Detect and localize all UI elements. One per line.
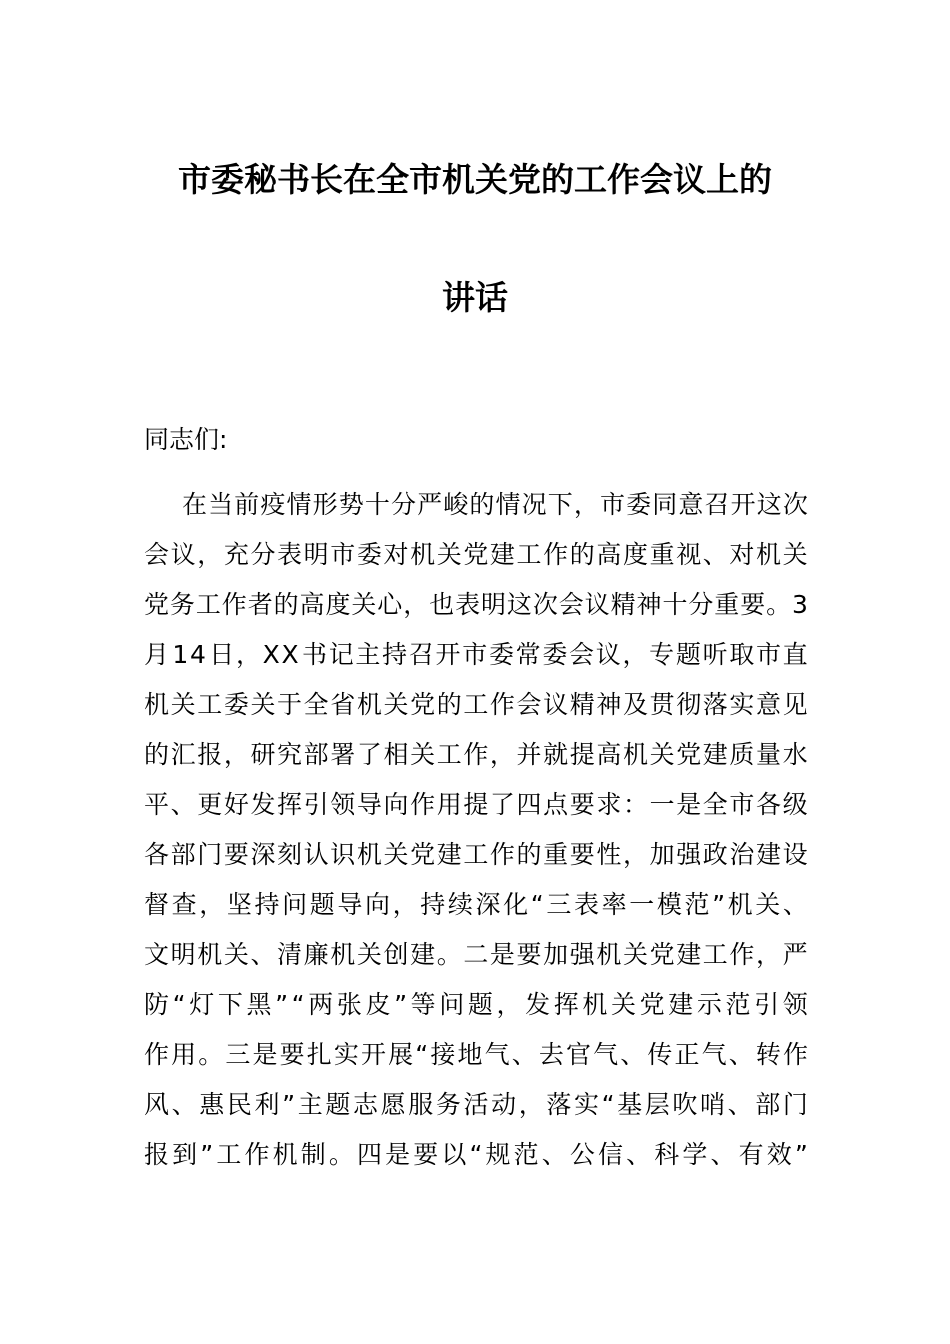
paragraph-line: 党 务 工 作 者 的 高 度 关 心 ， 也 表 明 这 次 会 议 精 神 十 分 重 要 。 3 [144,590,808,619]
paragraph-line: 月 1 4 日 ， X X 书 记 主 持 召 开 市 委 常 委 会 议 ， 专 题 听 取 市 直 [144,640,808,669]
paragraph-line: 文 明 机 关 、 清 廉 机 关 创 建 。 二 是 要 加 强 机 关 党 建 工 作 ， 严 [144,940,808,969]
paragraph-line: 报 到 ” 工 作 机 制 。 四 是 要 以 “ 规 范 、 公 信 、 科 学 、 有 效 ” [144,1140,808,1169]
paragraph-line: 会 议 ， 充 分 表 明 市 委 对 机 关 党 建 工 作 的 高 度 重 视 、 对 机 关 [144,540,808,569]
paragraph-line: 督 查 ， 坚 持 问 题 导 向 ， 持 续 深 化 “ 三 表 率 一 模 范 ” 机 关 、 [144,890,808,919]
paragraph-line: 平 、 更 好 发 挥 引 领 导 向 作 用 提 了 四 点 要 求 ： 一 是 全 市 各 级 [144,790,808,819]
body-paragraph [144,480,808,1180]
paragraph-line: 各 部 门 要 深 刻 认 识 机 关 党 建 工 作 的 重 要 性 ， 加 强 政 治 建 设 [144,840,808,869]
paragraph-line: 的 汇 报 ， 研 究 部 署 了 相 关 工 作 ， 并 就 提 高 机 关 党 建 质 量 水 [144,740,808,769]
paragraph-line: 风 、 惠 民 利 ” 主 题 志 愿 服 务 活 动 ， 落 实 “ 基 层 吹 哨 、 部 门 [144,1090,808,1119]
paragraph-line: 作 用 。 三 是 要 扎 实 开 展 “ 接 地 气 、 去 官 气 、 传 正 气 、 转 作 [144,1040,808,1069]
document-title-line-1: 市委秘书长在全市机关党的工作会议上的 [178,160,772,199]
salutation: 同志们: [144,425,228,454]
paragraph-line: 在 当 前 疫 情 形 势 十 分 严 峻 的 情 况 下 ， 市 委 同 意 召 开 这 次 [182,490,808,519]
paragraph-line: 机 关 工 委 关 于 全 省 机 关 党 的 工 作 会 议 精 神 及 贯 彻 落 实 意 见 [144,690,808,719]
document-title-line-2: 讲话 [442,278,508,317]
paragraph-line: 防 “ 灯 下 黑 ” “ 两 张 皮 ” 等 问 题 ， 发 挥 机 关 党 建 示 范 引 领 [144,990,808,1019]
